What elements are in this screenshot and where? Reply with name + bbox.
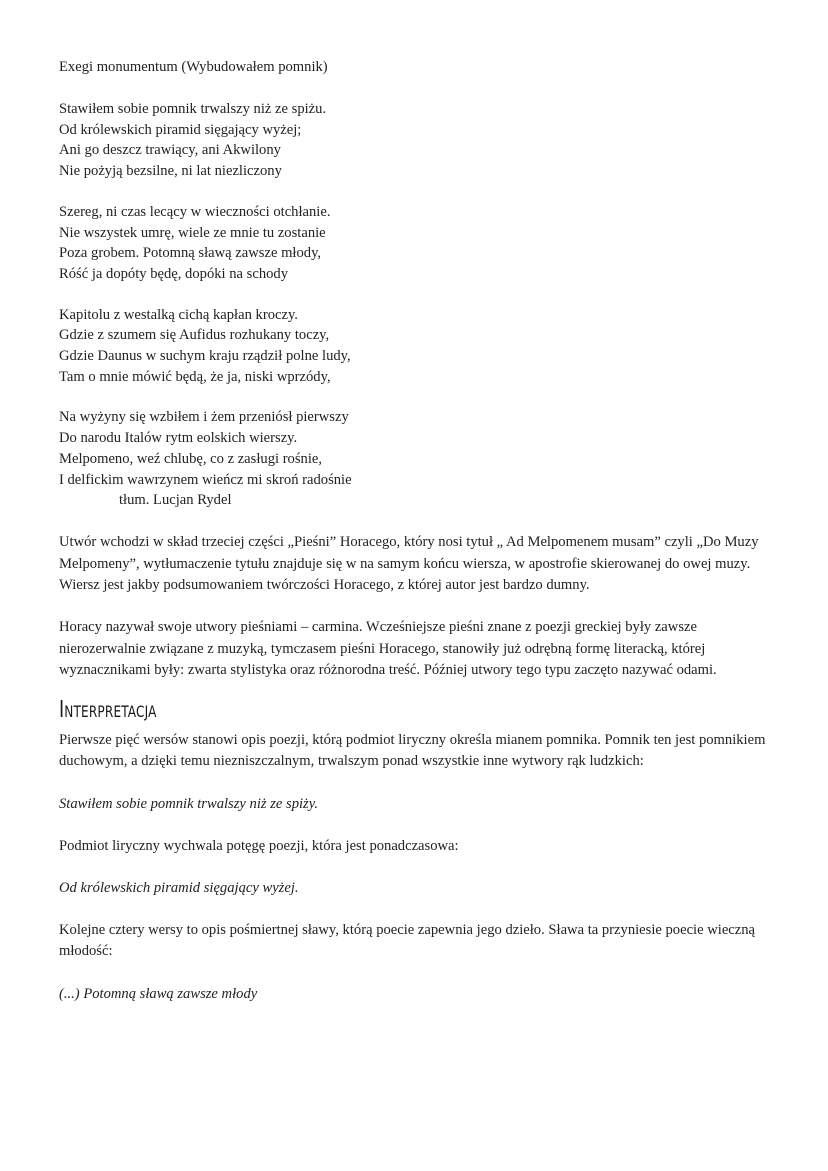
poem-line: Gdzie z szumem się Aufidus rozhukany toczy,: [59, 327, 330, 344]
section-heading: Interpretacja: [59, 696, 157, 723]
poem-quote: (...) Potomną sławą zawsze młody: [59, 985, 258, 1002]
poem-line: Do narodu Italów rytm eolskich wierszy.: [59, 430, 298, 447]
document-page: [59, 57, 774, 1026]
translator-credit: tłum. Lucjan Rydel: [119, 492, 232, 509]
poem-line: Szereg, ni czas lecący w wieczności otchłanie.: [59, 203, 331, 220]
interpretation-paragraph: Pierwsze pięć wersów stanowi opis poezji, którą podmiot liryczny określa mianem pomnika. Pomnik ten jest pomnikiem duchowym, a dzięki temu niezniszczalnym, trwalszym ponad wszystkie inne wytwory rąk ludzkich:: [59, 731, 766, 770]
poem-stanza-1: [59, 99, 774, 182]
poem-stanza-3: [59, 305, 774, 388]
poem-stanza-4: [59, 407, 774, 490]
intro-paragraph: Utwór wchodzi w skład trzeciej części „Pieśni” Horacego, który nosi tytuł „ Ad Melpomenem musam” czyli „Do Muzy Melpomeny”, wytłumaczenie tytułu znajduje się w na samym końcu wiersza, w apostrofie skierowanej do owej muzy. Wiersz jest jakby podsumowaniem twórczości Horacego, z której autor jest bardzo dumny.: [59, 534, 759, 594]
poem-line: Od królewskich piramid sięgający wyżej;: [59, 121, 302, 138]
poem-quote: Stawiłem sobie pomnik trwalszy niż ze spiży.: [59, 795, 319, 812]
poem-quote: Od królewskich piramid sięgający wyżej.: [59, 879, 299, 896]
poem-line: Stawiłem sobie pomnik trwalszy niż ze spiżu.: [59, 101, 327, 117]
poem-line: Nie pożyją bezsilne, ni lat niezliczony: [59, 163, 282, 180]
poem-line: Melpomeno, weź chlubę, co z zasługi rośnie,: [59, 450, 323, 467]
poem-line: I delfickim wawrzynem wieńcz mi skroń radośnie: [59, 471, 352, 488]
poem-line: Nie wszystek umrę, wiele ze mnie tu zostanie: [59, 224, 326, 241]
poem-line: Ani go deszcz trawiący, ani Akwilony: [59, 142, 281, 159]
poem-line: Róść ja dopóty będę, dopóki na schody: [59, 265, 289, 282]
intro-paragraph: Horacy nazywał swoje utwory pieśniami – carmina. Wcześniejsze pieśni znane z poezji greckiej były zawsze nierozerwalnie związane z muzyką, tymczasem pieśni Horacego, stanowiły już odrębną formę literacką, której wyznacznikami były: zwarta stylistyka oraz różnorodna treść. Później utwory tego typu zaczęto nazywać odami.: [59, 619, 717, 679]
poem-line: Kapitolu z westalką cichą kapłan kroczy.: [59, 306, 298, 323]
poem-line: Na wyżyny się wzbiłem i żem przeniósł pierwszy: [59, 409, 349, 426]
poem-title: Exegi monumentum (Wybudowałem pomnik): [59, 59, 328, 75]
poem-line: Tam o mnie mówić będą, że ja, niski wprzódy,: [59, 368, 331, 385]
poem-line: Gdzie Daunus w suchym kraju rządził polne ludy,: [59, 348, 351, 365]
interpretation-paragraph: Kolejne cztery wersy to opis pośmiertnej sławy, którą poecie zapewnia jego dzieło. Sława ta przyniesie poecie wieczną młodość:: [59, 921, 756, 960]
poem-line: Poza grobem. Potomną sławą zawsze młody,: [59, 245, 322, 262]
interpretation-paragraph: Podmiot liryczny wychwala potęgę poezji, która jest ponadczasowa:: [59, 837, 459, 854]
poem-stanza-2: [59, 202, 774, 285]
